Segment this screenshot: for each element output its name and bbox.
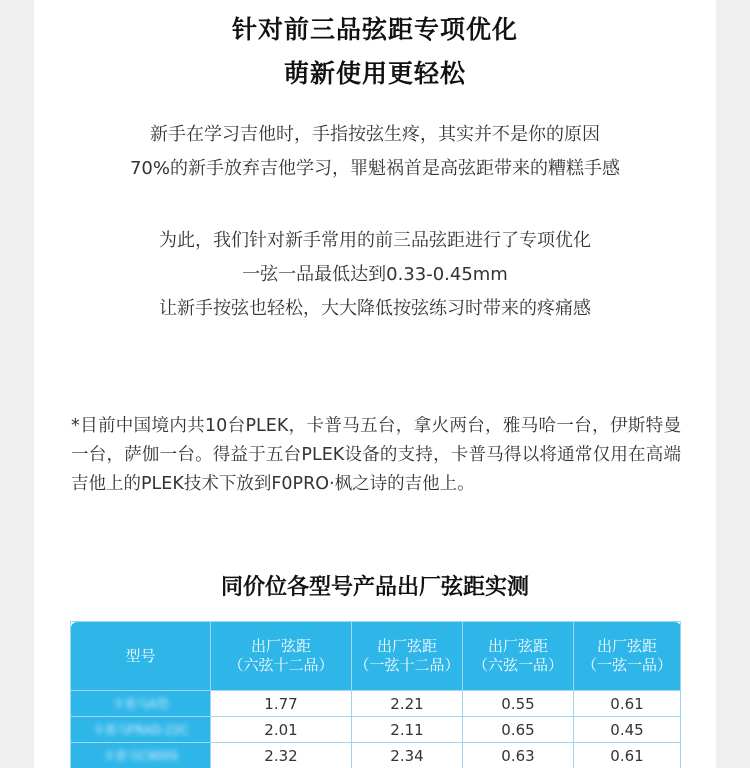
- header-1st-string-12th-fret: 出厂弦距 （一弦十二品）: [352, 622, 463, 691]
- value-cell: 2.11: [352, 717, 463, 743]
- table-row: [71, 691, 681, 717]
- header-model: 型号: [71, 622, 211, 691]
- header-6th-string-1st-fret: 出厂弦距 （六弦一品）: [463, 622, 574, 691]
- plek-footnote: *目前中国境内共10台PLEK，卡普马五台，拿火两台，雅马哈一台，伊斯特曼一台，萨伽一台。得益于五台PLEK设备的支持，卡普马得以将通常仅用在高端吉他上的PLEK技术下放到F0PRO·枫之诗的吉他上。: [71, 416, 681, 494]
- value-cell: 0.45: [574, 717, 681, 743]
- value-cell: 2.01: [211, 717, 352, 743]
- optimization-line-2: 一弦一品最低达到0.33-0.45mm: [242, 264, 508, 285]
- header-1st-string-1st-fret: 出厂弦距 （一弦一品）: [574, 622, 681, 691]
- table-title: 同价位各型号产品出厂弦距实测: [220, 575, 529, 600]
- intro-paragraph: [34, 118, 716, 186]
- model-cell: 卡普马A型: [71, 691, 211, 717]
- value-cell: 0.65: [463, 717, 574, 743]
- heading-line-2: 萌新使用更轻松: [283, 59, 466, 88]
- value-cell: 0.61: [574, 743, 681, 768]
- value-cell: 0.55: [463, 691, 574, 717]
- table-row: [71, 717, 681, 743]
- optimization-line-1: 为此，我们针对新手常用的前三品弦距进行了专项优化: [159, 230, 591, 251]
- value-cell: 2.34: [352, 743, 463, 768]
- optimization-paragraph: [34, 224, 716, 326]
- value-cell: 0.63: [463, 743, 574, 768]
- table-header-row: [71, 622, 681, 691]
- header-6th-string-12th-fret: 出厂弦距 （六弦十二品）: [211, 622, 352, 691]
- table-row: [71, 743, 681, 768]
- content-card: [34, 0, 716, 768]
- model-cell: 卡普马C900S: [71, 743, 211, 768]
- value-cell: 0.61: [574, 691, 681, 717]
- heading-line-1: 针对前三品弦距专项优化: [231, 15, 518, 44]
- intro-line-2: 70%的新手放弃吉他学习，罪魁祸首是高弦距带来的糟糕手感: [129, 158, 620, 179]
- optimization-line-3: 让新手按弦也轻松，大大降低按弦练习时带来的疼痛感: [159, 298, 591, 319]
- value-cell: 2.32: [211, 743, 352, 768]
- value-cell: 1.77: [211, 691, 352, 717]
- action-comparison-table: [70, 621, 681, 768]
- value-cell: 2.21: [352, 691, 463, 717]
- model-cell: 卡普马FRAD-22C: [71, 717, 211, 743]
- intro-line-1: 新手在学习吉他时，手指按弦生疼，其实并不是你的原因: [150, 124, 600, 145]
